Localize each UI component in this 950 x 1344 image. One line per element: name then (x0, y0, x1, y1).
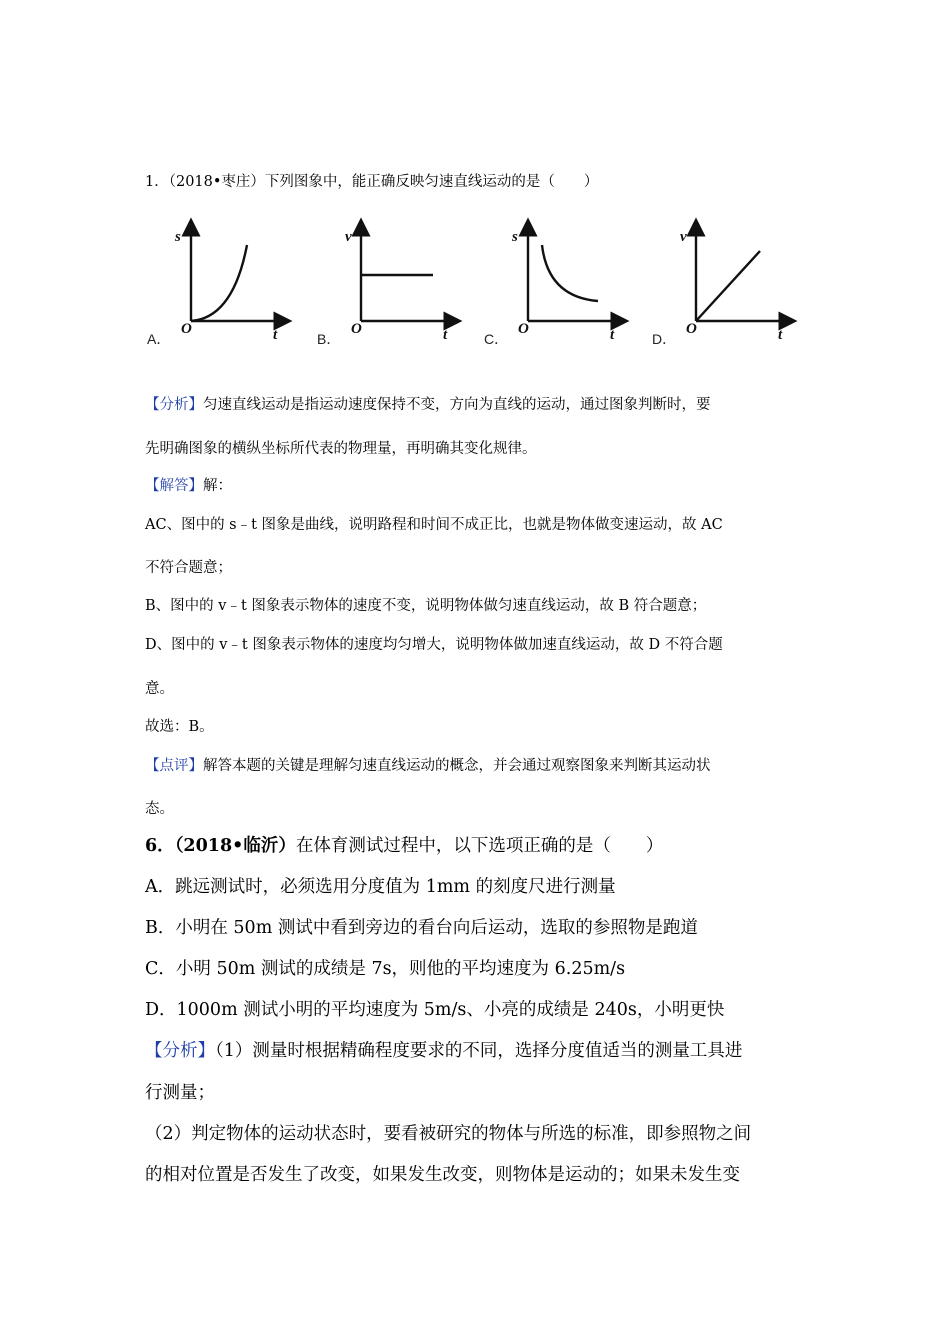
graph-b-yaxis: v (345, 229, 352, 245)
q1-answer-line4: D、图中的 v﹣t 图象表示物体的速度均匀增大，说明物体做加速直线运动，故 D 不符合题 (145, 637, 723, 653)
q1-analysis-tag: 【分析】 (145, 397, 203, 413)
q1-answer-line6: 故选：B。 (145, 719, 214, 735)
graph-a-xaxis: t (273, 327, 278, 343)
q1-comment-tag: 【点评】 (145, 758, 203, 774)
q6-source: （2018•临沂） (174, 836, 296, 856)
q6-option-d: D．1000m 测试小明的平均速度为 5m/s、小亮的成绩是 240s，小明更快 (145, 1000, 725, 1020)
q1-answer-line2: 不符合题意； (145, 560, 232, 576)
graph-c-plot (482, 215, 637, 345)
q1-analysis-line2: 先明确图象的横纵坐标所代表的物理量，再明确其变化规律。 (145, 441, 537, 457)
graph-d-letter: D． (652, 331, 677, 347)
graph-c-letter: C． (484, 331, 509, 347)
graph-b-origin: O (351, 321, 362, 337)
q1-title: 1．（2018•枣庄）下列图象中，能正确反映匀速直线运动的是（ ） (145, 174, 599, 190)
q1-answer-line1: AC、图中的 s﹣t 图象是曲线，说明路程和时间不成正比，也就是物体做变速运动，故 AC (145, 517, 723, 533)
q6-number: 6． (145, 836, 175, 856)
q6-title-text: 在体育测试过程中，以下选项正确的是（ ） (295, 836, 664, 856)
q6-analysis-line2: 行测量； (145, 1083, 215, 1103)
graph-d-plot (650, 215, 805, 345)
q1-answer-head-text: 解： (203, 478, 232, 494)
graph-b-xaxis: t (443, 327, 448, 343)
q1-answer-tag: 【解答】 (145, 478, 203, 494)
graph-b-letter: B． (317, 331, 341, 347)
graph-c-yaxis: s (512, 229, 518, 245)
q6-option-a: A．跳远测试时，必须选用分度值为 1mm 的刻度尺进行测量 (145, 877, 616, 897)
q6-analysis-line3: （2）判定物体的运动状态时，要看被研究的物体与所选的标准，即参照物之间 (145, 1124, 752, 1144)
graph-d-yaxis: v (680, 229, 687, 245)
q6-analysis-line4: 的相对位置是否发生了改变，如果发生改变，则物体是运动的；如果未发生变 (145, 1165, 740, 1185)
graph-a (145, 215, 300, 345)
q6-option-b: B．小明在 50m 测试中看到旁边的看台向后运动，选取的参照物是跑道 (145, 918, 698, 938)
q6-option-c: C．小明 50m 测试的成绩是 7s，则他的平均速度为 6.25m/s (145, 959, 626, 979)
graph-d-origin: O (686, 321, 697, 337)
graph-b (315, 215, 470, 345)
graph-c-xaxis: t (610, 327, 615, 343)
graph-c (482, 215, 637, 345)
q1-analysis-text1: 匀速直线运动是指运动速度保持不变，方向为直线的运动，通过图象判断时，要 (203, 397, 711, 413)
q1-answer-head (145, 474, 232, 495)
q6-analysis-line1 (145, 1037, 742, 1062)
graph-c-origin: O (518, 321, 529, 337)
graph-a-plot (145, 215, 300, 345)
q1-answer-line3: B、图中的 v﹣t 图象表示物体的速度不变，说明物体做匀速直线运动，故 B 符合题意； (145, 598, 707, 614)
graph-b-plot (315, 215, 470, 345)
q1-answer-line5: 意。 (145, 681, 174, 697)
q1-analysis-line1 (145, 393, 711, 414)
q1-comment-text1: 解答本题的关键是理解匀速直线运动的概念，并会通过观察图象来判断其运动状 (203, 758, 711, 774)
q6-analysis-tag: 【分析】 (145, 1041, 215, 1061)
q6-analysis-text1: （1）测量时根据精确程度要求的不同，选择分度值适当的测量工具进 (215, 1041, 743, 1061)
q1-comment-line2: 态。 (145, 801, 174, 817)
graph-a-origin: O (181, 321, 192, 337)
graph-a-yaxis: s (175, 229, 181, 245)
graph-d-xaxis: t (778, 327, 783, 343)
graph-d (650, 215, 805, 345)
q6-title (145, 832, 663, 857)
q1-comment-line1 (145, 754, 711, 775)
graph-a-letter: A． (147, 331, 171, 347)
